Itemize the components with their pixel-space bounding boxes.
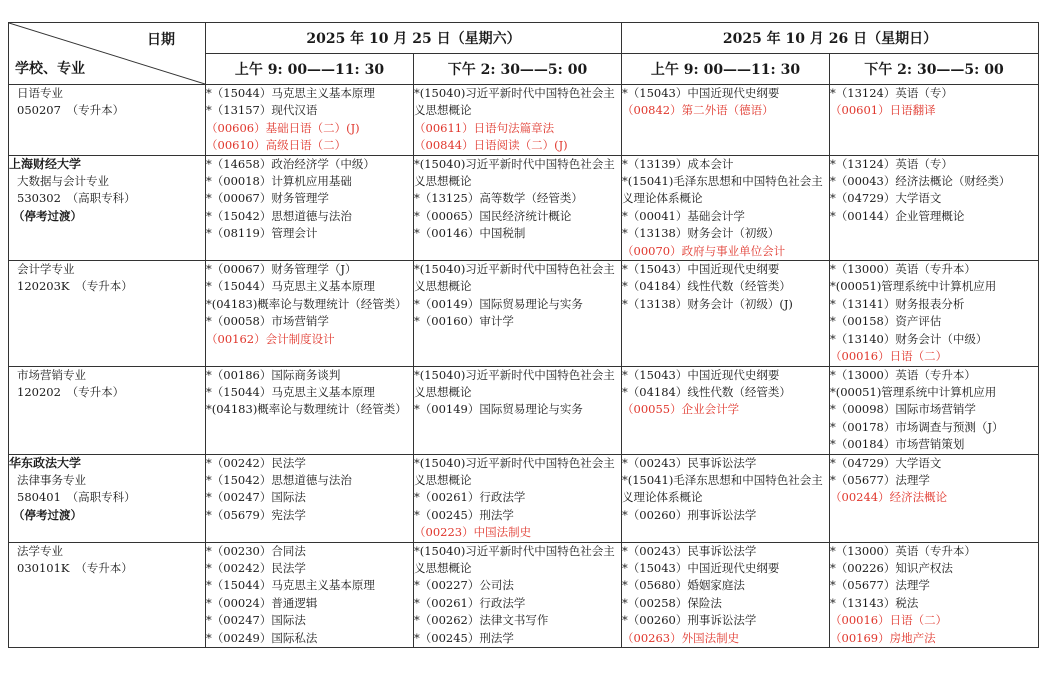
exam-course-new: （00244）经济法概论 (830, 490, 948, 505)
exam-course: *（00242）民法学 (206, 455, 306, 470)
major-name: 大数据与会计专业 (17, 174, 109, 189)
program-row (9, 542, 1039, 647)
exam-course: *(04183)概率论与数理统计（经管类） (206, 296, 407, 311)
day2-am-cell (622, 542, 830, 647)
school-major-cell (9, 542, 206, 647)
day1-pm-header: 下午 2: 30——5: 00 (414, 54, 622, 85)
transition-note: （停考过渡） (13, 507, 82, 522)
day2-pm-cell (830, 85, 1039, 156)
exam-course-new: （00610）高级日语（二） (206, 138, 347, 153)
exam-course: *（13143）税法 (830, 595, 919, 610)
exam-course: *(15040)习近平新时代中国特色社会主义思想概论 (414, 367, 615, 399)
exam-course: *（00258）保险法 (622, 595, 722, 610)
exam-course: *(15040)习近平新时代中国特色社会主义思想概论 (414, 543, 615, 575)
major-code: 030101K （专升本） (17, 560, 133, 575)
day2-am-header: 上午 9: 00——11: 30 (622, 54, 830, 85)
day2-am-cell (622, 261, 830, 366)
exam-course: *(00051)管理系统中计算机应用 (830, 279, 997, 294)
exam-course: *（15044）马克思主义基本原理 (206, 279, 375, 294)
exam-course: *（13139）成本会计 (622, 156, 734, 171)
exam-course: *(15040)习近平新时代中国特色社会主义思想概论 (414, 455, 615, 487)
exam-course: *（00249）国际私法 (206, 630, 318, 645)
exam-course: *（00260）刑事诉讼法学 (622, 613, 757, 628)
exam-course: *（00247）国际法 (206, 490, 306, 505)
exam-course-new: （00055）企业会计学 (622, 402, 740, 417)
exam-course: *（00245）刑法学 (414, 630, 514, 645)
exam-course: *（13157）现代汉语 (206, 103, 318, 118)
exam-course: *（00226）知识产权法 (830, 560, 953, 575)
exam-course: *（00067）财务管理学（J） (206, 262, 357, 277)
day2-am-cell (622, 454, 830, 542)
corner-header-cell (9, 23, 206, 85)
major-name: 法学专业 (17, 543, 63, 558)
exam-course: *（00230）合同法 (206, 543, 306, 558)
university-name: 上海财经大学 (9, 156, 82, 171)
exam-course: *（00149）国际贸易理论与实务 (414, 402, 583, 417)
day2-am-cell (622, 155, 830, 260)
exam-course: *（13138）财务会计（初级）(J) (622, 296, 793, 311)
school-major-cell (9, 155, 206, 260)
exam-schedule-table (8, 22, 1039, 648)
exam-course: *（00146）中国税制 (414, 226, 526, 241)
exam-course: *（00186）国际商务谈判 (206, 367, 341, 382)
day1-pm-cell (414, 155, 622, 260)
exam-course: *（00242）民法学 (206, 560, 306, 575)
exam-course: *(00051)管理系统中计算机应用 (830, 384, 997, 399)
exam-course: *（00261）行政法学 (414, 490, 526, 505)
exam-course: *（13125）高等数学（经管类） (414, 191, 583, 206)
exam-course: *（13000）英语（专升本） (830, 543, 976, 558)
exam-course: *（00243）民事诉讼法学 (622, 543, 757, 558)
exam-course-new: （00169）房地产法 (830, 630, 936, 645)
exam-course: *（15042）思想道德与法治 (206, 472, 352, 487)
major-name: 市场营销专业 (17, 367, 86, 382)
day1-am-cell (206, 85, 414, 156)
exam-course: *（00261）行政法学 (414, 595, 526, 610)
day2-pm-cell (830, 542, 1039, 647)
day2-header: 2025 年 10 月 26 日（星期日） (622, 23, 1039, 54)
exam-course: *（00227）公司法 (414, 578, 514, 593)
exam-course: *（00018）计算机应用基础 (206, 174, 352, 189)
day2-pm-cell (830, 454, 1039, 542)
exam-course: *(04183)概率论与数理统计（经管类） (206, 402, 407, 417)
day1-pm-cell (414, 261, 622, 366)
exam-course: *（04729）大学语文 (830, 191, 942, 206)
exam-course: *（00043）经济法概论（财经类） (830, 174, 1011, 189)
day1-pm-cell (414, 366, 622, 454)
exam-course: *（04184）线性代数（经管类） (622, 279, 791, 294)
exam-course: *（15044）马克思主义基本原理 (206, 86, 375, 100)
day1-am-header: 上午 9: 00——11: 30 (206, 54, 414, 85)
exam-course: *（00262）法律文书写作 (414, 613, 549, 628)
exam-course: *（15044）马克思主义基本原理 (206, 578, 375, 593)
exam-course: *（13124）英语（专） (830, 156, 953, 171)
exam-course-new: （00601）日语翻译 (830, 103, 936, 118)
exam-course-new: （00070）政府与事业单位会计 (622, 243, 786, 258)
exam-course: *（04729）大学语文 (830, 455, 942, 470)
major-code: 050207 （专升本） (17, 103, 125, 118)
day1-pm-cell (414, 454, 622, 542)
exam-course: *（00158）资产评估 (830, 314, 942, 329)
exam-course: *(15041)毛泽东思想和中国特色社会主义理论体系概论 (622, 174, 823, 206)
exam-course: *（04184）线性代数（经管类） (622, 384, 791, 399)
exam-course: *（00098）国际市场营销学 (830, 402, 976, 417)
exam-course: *（00041）基础会计学 (622, 208, 745, 223)
exam-course: *（00024）普通逻辑 (206, 595, 318, 610)
day1-am-cell (206, 155, 414, 260)
exam-course: *（15044）马克思主义基本原理 (206, 384, 375, 399)
exam-course: *（15043）中国近现代史纲要 (622, 86, 780, 100)
day2-pm-cell (830, 366, 1039, 454)
major-name: 日语专业 (17, 86, 63, 100)
day1-pm-cell (414, 85, 622, 156)
day1-header: 2025 年 10 月 25 日（星期六） (206, 23, 622, 54)
exam-course: *（00245）刑法学 (414, 507, 514, 522)
exam-course-new: （00016）日语（二） (830, 613, 948, 628)
exam-course: *（00144）企业管理概论 (830, 208, 965, 223)
exam-course: *（13124）英语（专） (830, 86, 953, 100)
university-name: 华东政法大学 (9, 455, 82, 470)
exam-course: *(15040)习近平新时代中国特色社会主义思想概论 (414, 156, 615, 189)
day1-pm-cell (414, 542, 622, 647)
school-major-cell (9, 85, 206, 156)
school-major-cell (9, 454, 206, 542)
exam-course: *（15043）中国近现代史纲要 (622, 262, 780, 277)
exam-course: *(15041)毛泽东思想和中国特色社会主义理论体系概论 (622, 472, 823, 505)
major-name: 会计学专业 (17, 262, 75, 277)
date-corner-label: 日期 (147, 32, 175, 48)
exam-course-new: （00223）中国法制史 (414, 525, 532, 540)
exam-course-new: （00606）基础日语（二）(J) (206, 120, 360, 135)
program-row (9, 454, 1039, 542)
exam-course: *(15040)习近平新时代中国特色社会主义思想概论 (414, 86, 615, 118)
exam-course: *（00160）审计学 (414, 314, 514, 329)
day2-am-cell (622, 85, 830, 156)
exam-course: *（00149）国际贸易理论与实务 (414, 296, 583, 311)
day1-am-cell (206, 454, 414, 542)
transition-note: （停考过渡） (13, 208, 82, 223)
school-major-corner-label: 学校、专业 (15, 61, 85, 77)
exam-course: *（13141）财务报表分析 (830, 296, 965, 311)
exam-course: *（05679）宪法学 (206, 507, 306, 522)
major-name: 法律事务专业 (17, 472, 86, 487)
day1-am-cell (206, 542, 414, 647)
major-code: 120203K （专升本） (17, 279, 133, 294)
day1-am-cell (206, 261, 414, 366)
exam-course: *(15040)习近平新时代中国特色社会主义思想概论 (414, 262, 615, 294)
exam-course: *（08119）管理会计 (206, 226, 318, 241)
exam-course: *（00247）国际法 (206, 613, 306, 628)
exam-course: *（05677）法理学 (830, 472, 930, 487)
exam-course-new: （00016）日语（二） (830, 349, 948, 364)
exam-course: *（00178）市场调查与预测（J） (830, 419, 1004, 434)
exam-course: *（05680）婚姻家庭法 (622, 578, 745, 593)
day2-pm-cell (830, 261, 1039, 366)
program-row (9, 366, 1039, 454)
day2-am-cell (622, 366, 830, 454)
exam-course-new: （00844）日语阅读（二）(J) (414, 138, 568, 153)
day2-pm-header: 下午 2: 30——5: 00 (830, 54, 1039, 85)
day1-am-cell (206, 366, 414, 454)
school-major-cell (9, 261, 206, 366)
major-code: 580401 （高职专科） (17, 490, 136, 505)
exam-course: *（15043）中国近现代史纲要 (622, 560, 780, 575)
day2-pm-cell (830, 155, 1039, 260)
exam-course: *（13000）英语（专升本） (830, 367, 976, 382)
exam-course-new: （00611）日语句法篇章法 (414, 120, 555, 135)
exam-course: *（05677）法理学 (830, 578, 930, 593)
major-code: 120202 （专升本） (17, 384, 125, 399)
exam-course-new: （00263）外国法制史 (622, 630, 740, 645)
exam-course: *（13138）财务会计（初级） (622, 226, 780, 241)
exam-course: *（00065）国民经济统计概论 (414, 208, 572, 223)
program-row (9, 261, 1039, 366)
exam-course: *（13140）财务会计（中级） (830, 331, 988, 346)
school-major-cell (9, 366, 206, 454)
program-row (9, 85, 1039, 156)
exam-course: *（15042）思想道德与法治 (206, 208, 352, 223)
exam-course: *（14658）政治经济学（中级） (206, 156, 375, 171)
exam-course: *（13000）英语（专升本） (830, 262, 976, 277)
exam-course: *（00260）刑事诉讼法学 (622, 507, 757, 522)
major-code: 530302 （高职专科） (17, 191, 136, 206)
schedule-body (9, 85, 1039, 648)
exam-course: *（00067）财务管理学 (206, 191, 329, 206)
exam-course-new: （00162）会计制度设计 (206, 331, 335, 346)
exam-course: *（00184）市场营销策划 (830, 437, 965, 452)
exam-course: *（00243）民事诉讼法学 (622, 455, 757, 470)
exam-course: *（15043）中国近现代史纲要 (622, 367, 780, 382)
exam-course: *（00058）市场营销学 (206, 314, 329, 329)
exam-course-new: （00842）第二外语（德语） (622, 103, 774, 118)
program-row (9, 155, 1039, 260)
